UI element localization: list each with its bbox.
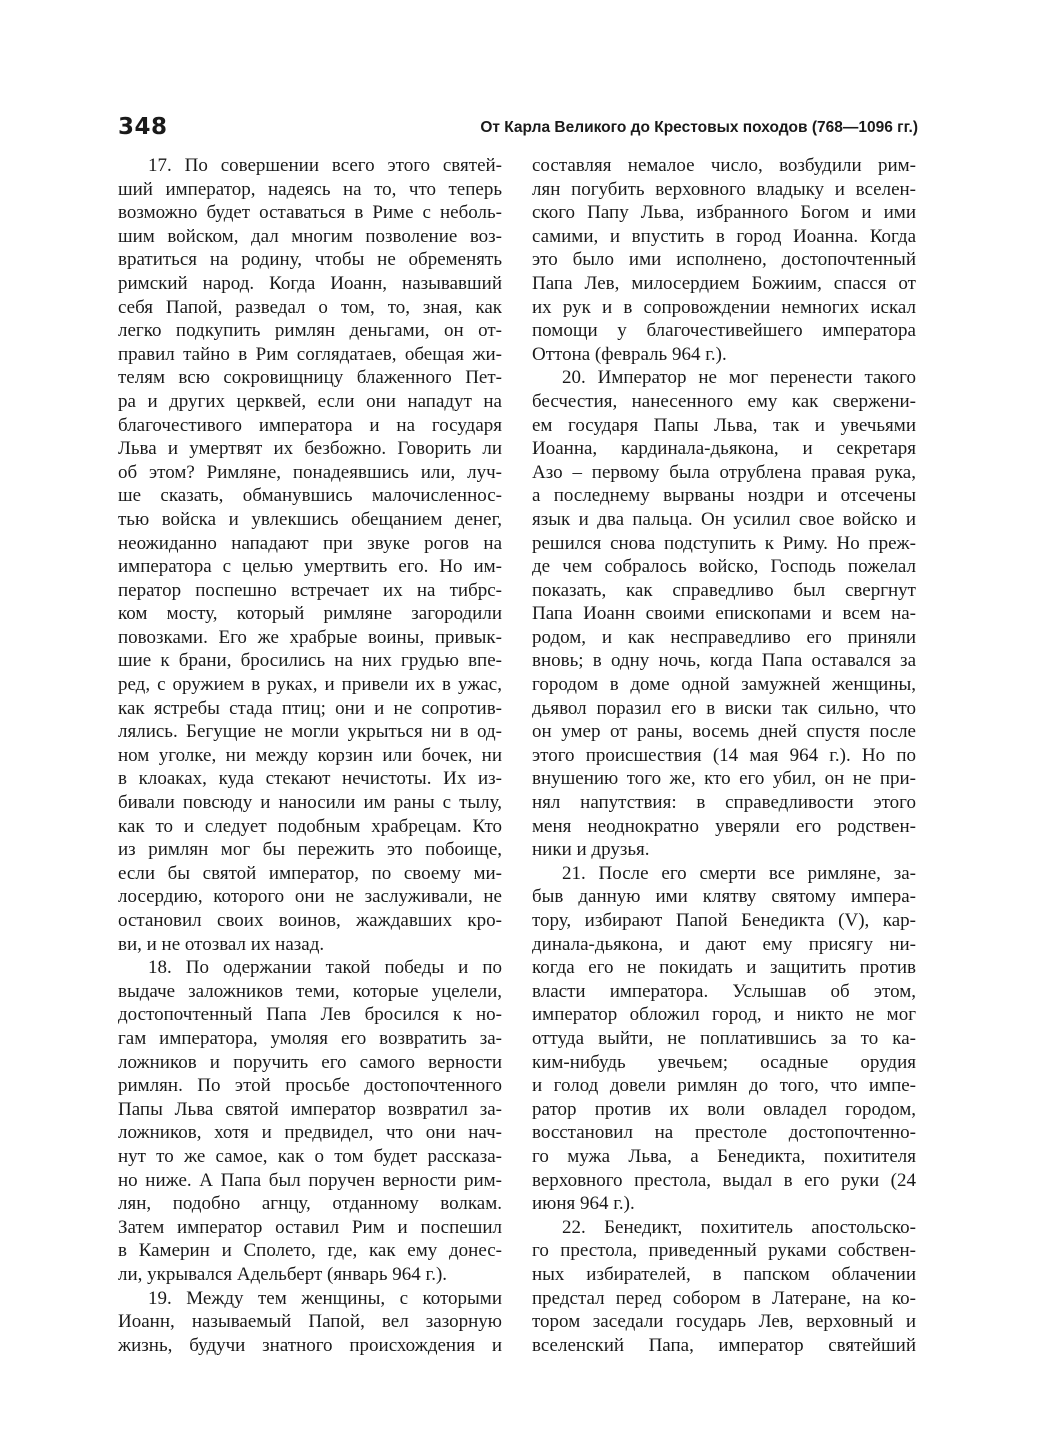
- text-line: император обложил город, и никто не мог: [532, 1004, 916, 1026]
- text-line: язык и два пальца. Он усилил свое войско и: [532, 508, 916, 530]
- text-line: меня неоднократно уверяли его родствен-: [532, 815, 916, 837]
- text-line: ложников и поручить его самого верности: [118, 1051, 502, 1073]
- text-line: Азо – первому была отрублена правая рука,: [532, 461, 916, 483]
- text-line: внушению того же, кто его убил, он не при-: [532, 768, 916, 790]
- text-line: ем государя Папы Льва, так и увечьями: [532, 414, 916, 436]
- text-line: себя Папой, разведал о том, то, зная, как: [118, 296, 502, 318]
- text-line: ники и друзья.: [532, 839, 650, 861]
- text-line: ратор против их воли овладел городом,: [532, 1098, 916, 1120]
- text-line: тором заседали государь Лев, верховный и: [532, 1311, 916, 1333]
- text-line: ким-нибудь увечьем; осадные орудия: [532, 1051, 916, 1073]
- right-column: [532, 154, 916, 1357]
- text-line: 21. После его смерти все римляне, за-: [562, 862, 916, 884]
- text-line: вселенский Папа, император святейший: [532, 1334, 916, 1356]
- text-line: шим войском, дал многим позволение воз-: [118, 225, 502, 247]
- text-line: предстал перед собором в Латеране, на ко-: [532, 1287, 916, 1309]
- text-line: Папы Льва святой император возвратил за-: [118, 1098, 502, 1120]
- text-line: 20. Император не мог перенести такого: [562, 367, 916, 389]
- text-line: достопочтенный Папа Лев бросился к но-: [118, 1004, 502, 1026]
- text-line: шие к брани, бросились на них грудью впе-: [118, 650, 502, 672]
- text-line: остановил своих воинов, жаждавших кро-: [118, 910, 502, 931]
- text-line: римский народ. Когда Иоанн, называвший: [118, 272, 502, 294]
- text-line: верховного престола, выдал в его руки (24: [532, 1169, 916, 1191]
- text-line: ред, с оружием в руках, и привели их в ужас,: [118, 674, 502, 696]
- text-line: помощи у благочестивейшего императора: [532, 320, 916, 342]
- text-line: ше сказать, обманувшись малочисленнос-: [118, 485, 502, 507]
- text-line: Иоанн, называемый Папой, вел зазорную: [118, 1311, 502, 1333]
- text-line: ном уголке, ни между корзин или бочек, ни: [118, 744, 502, 766]
- text-line: выдаче заложников теми, которые уцелели,: [118, 980, 502, 1002]
- text-line: Папа Лев, милосердием Божиим, спасся от: [532, 272, 916, 294]
- text-line: из римлян мог бы пережить это побоище,: [118, 839, 502, 861]
- text-line: если бы святой император, по своему ми-: [118, 862, 502, 884]
- text-line: нял напутствия: в справедливости этого: [532, 792, 916, 814]
- text-line: вновь; в одну ночь, когда Папа оставался за: [532, 650, 916, 672]
- text-line: и голод довели римлян до того, что импе-: [532, 1075, 916, 1097]
- text-line: 18. По одержании такой победы и по: [148, 957, 502, 979]
- text-line: этого происшествия (14 мая 964 г.). Но по: [532, 744, 916, 766]
- text-line: но ниже. А Папа был поручен верности рим-: [118, 1169, 502, 1191]
- text-line: вратиться на родину, чтобы не обременять: [118, 249, 502, 271]
- text-line: городом в доме одной замужней женщины,: [532, 674, 916, 696]
- text-line: ший император, надеясь на то, что теперь: [118, 178, 502, 200]
- text-line: в клоаках, куда стекают нечистоты. Их из-: [118, 768, 502, 790]
- text-line: динала-дьякона, и дают ему присягу ни-: [532, 933, 916, 955]
- text-line: бесчестия, нанесенного ему как свержени-: [532, 390, 916, 412]
- text-line: нут то же самое, как о том будет рассказа-: [118, 1145, 502, 1167]
- text-line: власти императора. Услышав об этом,: [532, 980, 916, 1002]
- text-line: их рук и в сопровождении немногих искал: [532, 296, 916, 318]
- text-line: Затем император оставил Рим и поспешил: [118, 1216, 502, 1238]
- text-line: Оттона (февраль 964 г.).: [532, 343, 727, 365]
- text-line: 19. Между тем женщины, с которыми: [148, 1287, 502, 1309]
- text-line: лосердию, которого они не заслуживали, не: [118, 886, 502, 908]
- text-line: ложников, хотя и предвидел, что они нач-: [118, 1122, 502, 1144]
- text-line: как ястребы стада птиц; они и не сопротив-: [118, 697, 502, 719]
- text-line: ского Папу Льва, избранного Богом и ими: [532, 202, 916, 224]
- text-line: тору, избирают Папой Бенедикта (V), кар-: [532, 910, 916, 931]
- text-line: лян погубить верховного владыку и вселен-: [532, 178, 916, 200]
- text-line: ных избирателей, в папском облачении: [532, 1263, 916, 1285]
- text-line: ли, укрывался Адельберт (январь 964 г.).: [118, 1263, 448, 1285]
- left-column: [118, 154, 502, 1357]
- text-line: ком мосту, который римляне загородили: [118, 603, 502, 625]
- text-line: об этом? Римляне, понадеявшись или, луч-: [118, 461, 502, 483]
- text-line: Иоанна, кардинала-дьякона, и секретаря: [532, 438, 916, 460]
- text-line: возможно будет оставаться в Риме с неболь-: [118, 202, 502, 224]
- text-line: это было ими исполнено, достопочтенный: [532, 249, 916, 271]
- text-line: Папа Иоанн своими епископами и всем на-: [532, 603, 916, 625]
- text-line: бивали повсюду и наносили им раны с тылу,: [118, 792, 502, 814]
- running-header: [118, 112, 918, 152]
- text-line: он умер от раны, восемь дней спустя после: [532, 721, 916, 743]
- text-line: го престола, приведенный руками собствен-: [532, 1240, 916, 1262]
- text-line: самими, и впустить в город Иоанна. Когда: [532, 225, 916, 247]
- text-line: в Камерин и Сполето, где, как ему донес-: [118, 1240, 502, 1262]
- text-line: 17. По совершении всего этого святей-: [148, 155, 502, 176]
- text-line: телям всю сокровищницу блаженного Пет-: [118, 367, 502, 389]
- text-line: 22. Бенедикт, похититель апостольско-: [562, 1216, 916, 1238]
- text-line: решился снова подступить к Риму. Но преж-: [532, 532, 916, 554]
- text-line: благочестивого императора и на государя: [118, 414, 502, 436]
- text-line: тью войска и увлекшись обещанием денег,: [118, 508, 502, 530]
- text-line: повозками. Его же храбрые воины, привык-: [118, 626, 502, 648]
- text-line: легко подкупить римлян деньгами, он от-: [118, 320, 502, 342]
- text-line: римлян. По этой просьбе достопочтенного: [118, 1075, 502, 1097]
- text-line: лялись. Бегущие не могли укрыться ни в од-: [118, 721, 502, 743]
- page-number: 348: [118, 114, 168, 140]
- text-line: составляя немалое число, возбудили рим-: [532, 155, 916, 176]
- text-line: правил тайно в Рим соглядатаев, обещая жи-: [118, 343, 502, 365]
- text-line: де чем собралось войско, Господь пожелал: [532, 556, 916, 578]
- text-line: восстановил на престоле достопочтенно-: [532, 1122, 916, 1144]
- text-line: родом, и как несправедливо его приняли: [532, 626, 916, 648]
- running-title: От Карла Великого до Крестовых походов (768—1096 гг.): [480, 119, 918, 136]
- text-line: показать, как справедливо был свергнут: [532, 579, 916, 601]
- text-line: как то и следует подобным храбрецам. Кто: [118, 815, 502, 837]
- text-line: лян, подобно агнцу, отданному волкам.: [118, 1193, 502, 1215]
- text-line: быв данную ими клятву святому импера-: [532, 886, 916, 908]
- text-line: императора с целью умертвить его. Но им-: [118, 556, 502, 578]
- text-line: ператор поспешно встречает их на тибрс-: [118, 579, 502, 601]
- text-line: а последнему вырваны ноздри и отсечены: [532, 485, 916, 507]
- text-line: ра и других церквей, если они нападут на: [118, 390, 502, 412]
- text-line: когда его не покидать и защитить против: [532, 957, 916, 979]
- text-line: жизнь, будучи знатного происхождения и: [118, 1334, 502, 1356]
- text-line: июня 964 г.).: [532, 1193, 635, 1215]
- text-line: оттуда выйти, не поплатившись за то ка-: [532, 1027, 916, 1049]
- text-line: неожиданно нападают при звуке рогов на: [118, 532, 502, 554]
- text-line: го мужа Льва, а Бенедикта, похитителя: [532, 1145, 916, 1167]
- text-line: гам императора, умоляя его возвратить за-: [118, 1027, 502, 1049]
- text-line: Льва и умертвят их безбожно. Говорить ли: [118, 438, 502, 460]
- text-line: ви, и не отозвал их назад.: [118, 933, 325, 955]
- text-line: дьявол поразил его в виски так сильно, что: [532, 697, 916, 719]
